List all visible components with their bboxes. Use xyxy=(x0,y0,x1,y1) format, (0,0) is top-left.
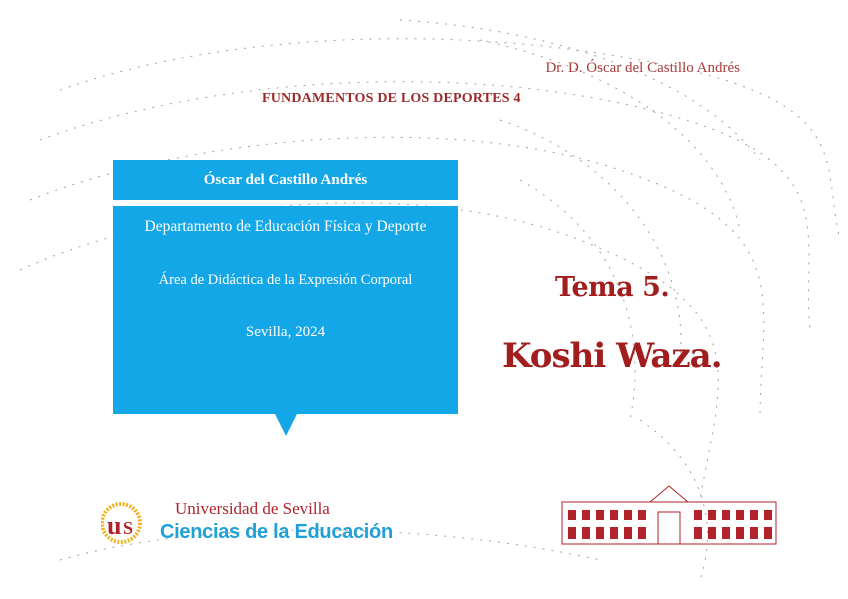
university-seal-icon xyxy=(101,499,161,547)
tema-number: Tema 5. xyxy=(555,272,670,303)
svg-text:u: u xyxy=(107,511,122,540)
svg-text:S: S xyxy=(123,518,134,538)
topic-title: Koshi Waza. xyxy=(502,336,722,376)
info-box xyxy=(113,206,458,414)
faculty-name: Ciencias de la Educación xyxy=(160,521,393,543)
author-name-box xyxy=(113,160,458,200)
city-year-text: Sevilla, 2024 xyxy=(245,324,326,340)
author-header: Dr. D. Óscar del Castillo Andrés xyxy=(545,60,740,76)
callout-pointer xyxy=(275,414,297,436)
university-name: Universidad de Sevilla xyxy=(175,499,330,518)
department-text: Departamento de Educación Física y Deporte xyxy=(144,218,427,235)
area-text: Área de Didáctica de la Expresión Corporal xyxy=(158,272,413,288)
author-name: Óscar del Castillo Andrés xyxy=(203,172,368,188)
building-illustration-icon xyxy=(560,482,778,547)
course-title: FUNDAMENTOS DE LOS DEPORTES 4 xyxy=(262,91,521,106)
